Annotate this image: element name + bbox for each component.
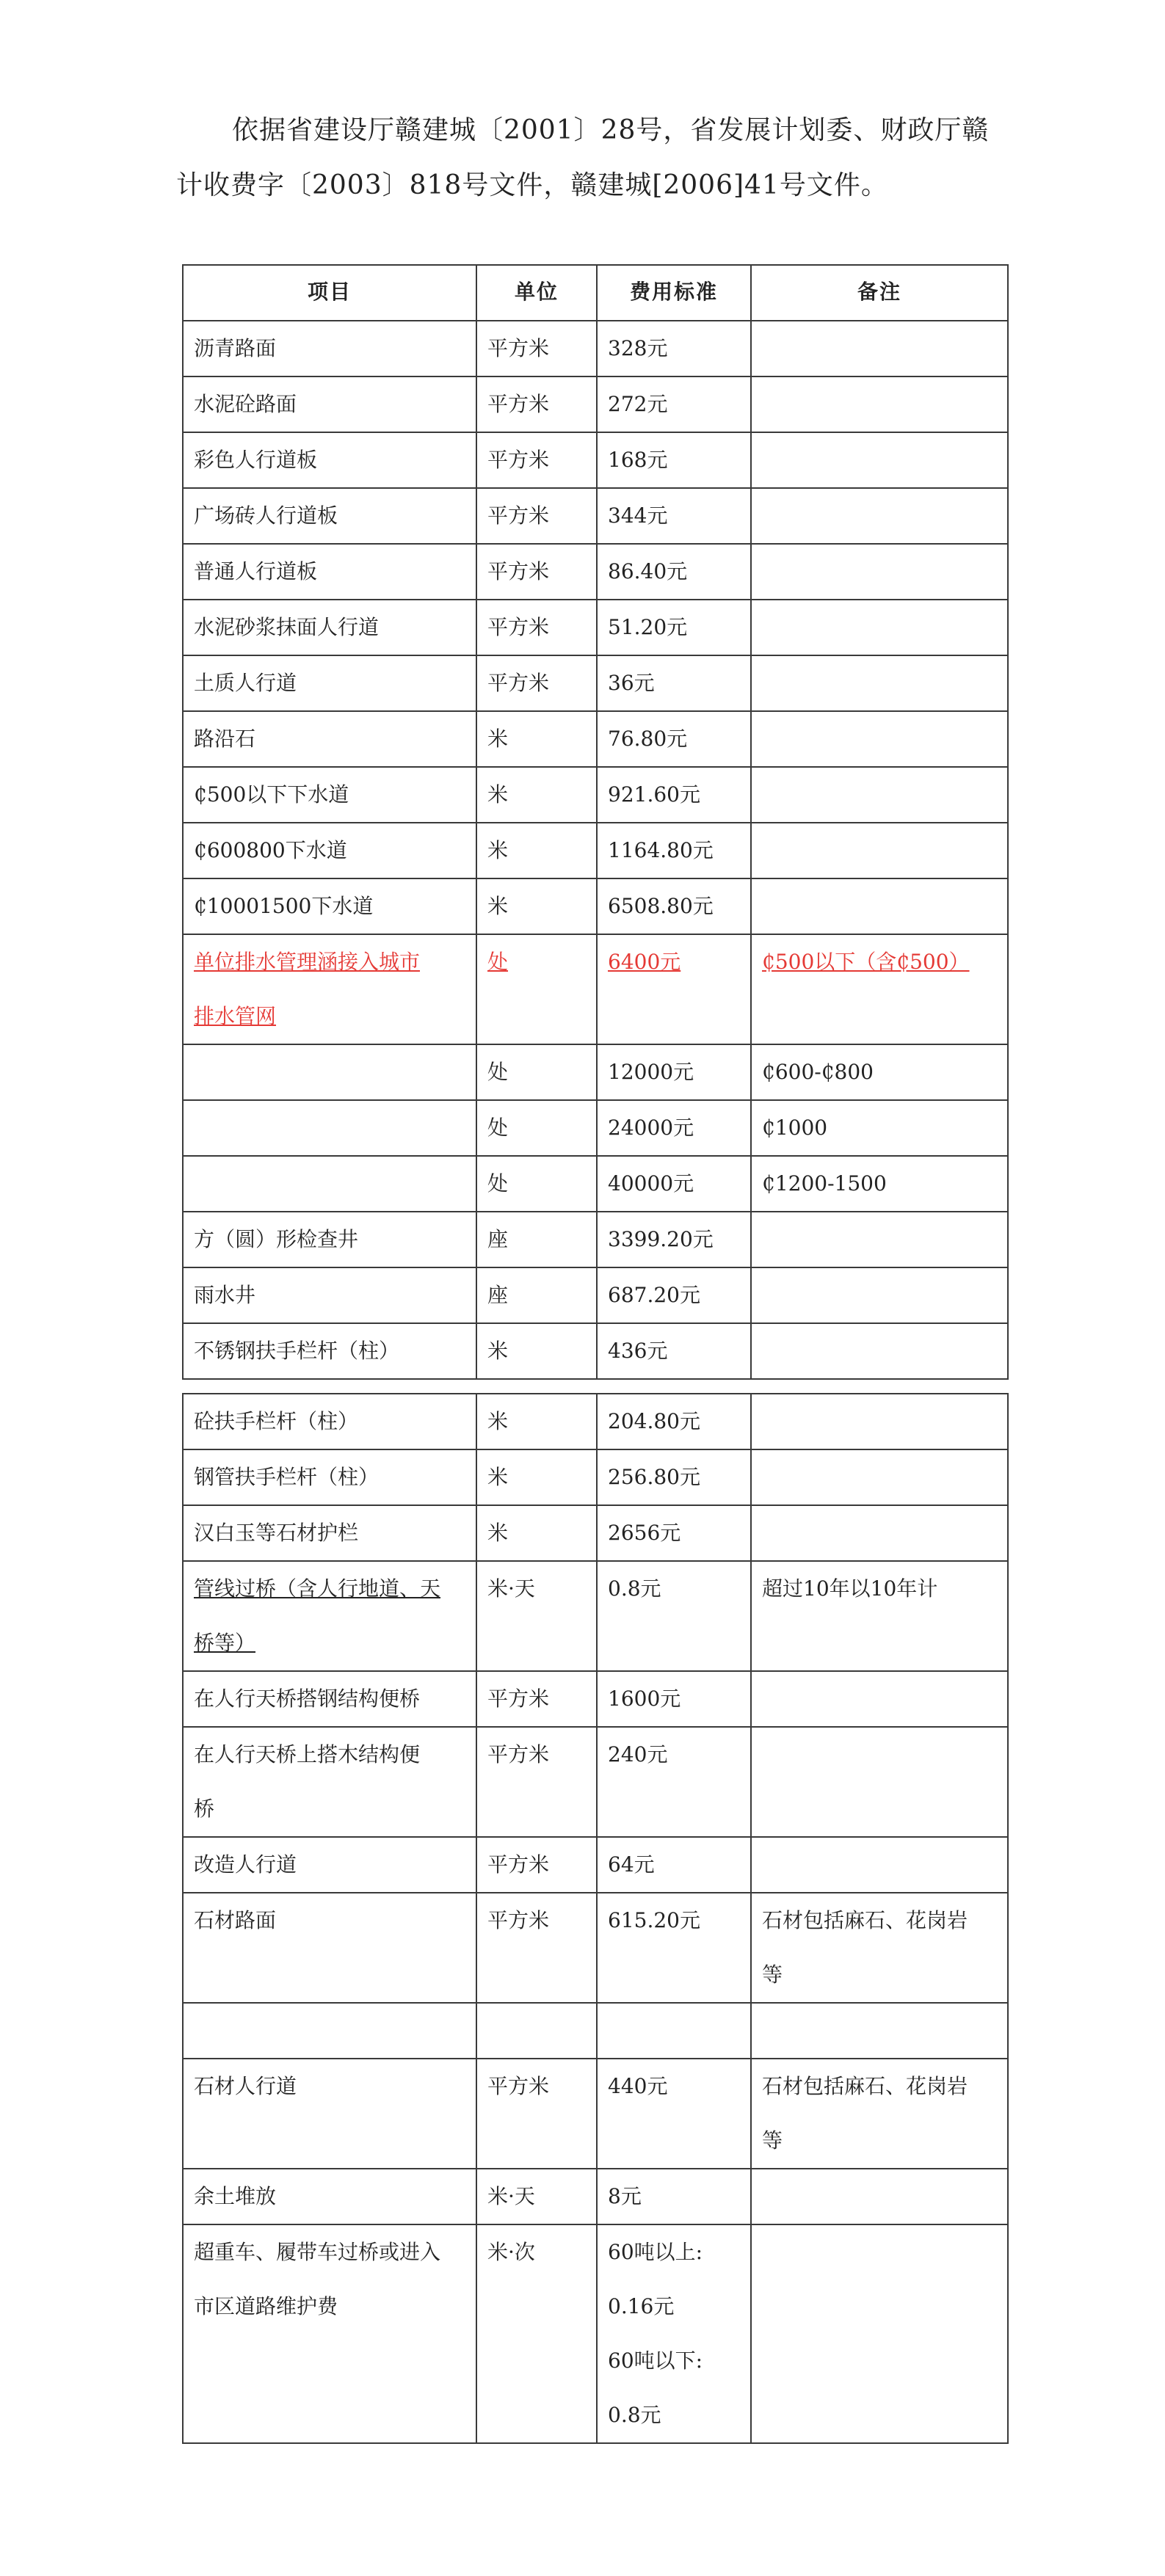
table-row-stone-road (183, 1893, 1008, 2003)
table-row (183, 544, 1008, 600)
cell-unit: 米 (476, 1505, 597, 1561)
cell-fee: 36元 (597, 655, 751, 711)
cell-unit: 平方米 (476, 1837, 597, 1893)
cell-fee: 6508.80元 (597, 878, 751, 934)
cell-fee: 64元 (597, 1837, 751, 1893)
table-row (183, 432, 1008, 488)
table-row (183, 376, 1008, 432)
cell-item: ₵10001500下水道 (183, 878, 476, 934)
cell-note (751, 767, 1008, 823)
cell-item: ₵600800下水道 (183, 823, 476, 878)
cell-fee: 328元 (597, 321, 751, 376)
cell-unit: 处 (476, 1100, 597, 1156)
cell-unit: 平方米 (476, 376, 597, 432)
table-row (183, 1837, 1008, 1893)
cell-unit: 平方米 (476, 544, 597, 600)
cell-note (751, 1323, 1008, 1379)
table-row (183, 823, 1008, 878)
cell-item-line: 超重车、履带车过桥或进入 (194, 2240, 441, 2264)
cell-unit: 米 (476, 878, 597, 934)
table-row (183, 767, 1008, 823)
cell-unit: 米 (476, 1449, 597, 1505)
cell-fee: 3399.20元 (597, 1212, 751, 1267)
cell-note (751, 432, 1008, 488)
cell-note (751, 1449, 1008, 1505)
cell-unit: 米 (476, 767, 597, 823)
header-item: 项目 (183, 265, 476, 321)
cell-note: ₵1000 (751, 1100, 1008, 1156)
cell-fee: 0.8元 (597, 1561, 751, 1671)
cell-item-line: 单位排水管理涵接入城市 (194, 950, 421, 974)
table-row-drainage-connection (183, 934, 1008, 1044)
cell-item (183, 1156, 476, 1212)
cell-unit: 米 (476, 1394, 597, 1449)
cell-note (751, 1837, 1008, 1893)
fee-table-1 (182, 264, 1009, 1380)
cell-unit: 平方米 (476, 1671, 597, 1727)
cell-item (183, 1100, 476, 1156)
cell-item: 水泥砂浆抹面人行道 (183, 600, 476, 655)
cell-fee (597, 2003, 751, 2059)
cell-fee: 436元 (597, 1323, 751, 1379)
cell-note-line: 等 (762, 1962, 783, 1987)
cell-note (751, 2224, 1008, 2443)
cell-item: 钢管扶手栏杆（柱） (183, 1449, 476, 1505)
cell-unit: 平方米 (476, 655, 597, 711)
cell-item: 石材人行道 (183, 2059, 476, 2169)
cell-unit (476, 934, 597, 1044)
table-row (183, 1156, 1008, 1212)
cell-item-line: 在人行天桥上搭木结构便 (194, 1742, 421, 1767)
cell-item-line: 桥 (194, 1797, 215, 1821)
cell-fee-line: 0.16元 (608, 2294, 675, 2318)
cell-fee-text: 6400元 (608, 950, 681, 974)
cell-item: 不锈钢扶手栏杆（柱） (183, 1323, 476, 1379)
cell-item (183, 1044, 476, 1100)
cell-fee: 1164.80元 (597, 823, 751, 878)
table-row (183, 1449, 1008, 1505)
cell-note (751, 655, 1008, 711)
table-row (183, 2169, 1008, 2224)
header-fee: 费用标准 (597, 265, 751, 321)
cell-unit: 平方米 (476, 2059, 597, 2169)
cell-unit-text: 处 (487, 950, 509, 974)
table-row (183, 1671, 1008, 1727)
cell-item-line: 排水管网 (194, 1004, 277, 1028)
cell-item: 彩色人行道板 (183, 432, 476, 488)
cell-fee: 272元 (597, 376, 751, 432)
cell-item: 石材路面 (183, 1893, 476, 2003)
cell-note (751, 1212, 1008, 1267)
cell-fee (597, 934, 751, 1044)
cell-unit: 处 (476, 1156, 597, 1212)
table-row-stone-walk (183, 2059, 1008, 2169)
table-row-wood-bridge (183, 1727, 1008, 1837)
cell-note-line: 等 (762, 2128, 783, 2153)
cell-unit: 座 (476, 1267, 597, 1323)
table-row (183, 878, 1008, 934)
cell-fee: 256.80元 (597, 1449, 751, 1505)
cell-note (751, 1893, 1008, 2003)
table-row (183, 655, 1008, 711)
table-row (183, 1267, 1008, 1323)
cell-item: 在人行天桥搭钢结构便桥 (183, 1671, 476, 1727)
intro-paragraph (176, 103, 1004, 213)
cell-item: 改造人行道 (183, 1837, 476, 1893)
cell-item: ₵500以下下水道 (183, 767, 476, 823)
cell-fee: 2656元 (597, 1505, 751, 1561)
cell-item (183, 1561, 476, 1671)
cell-item: 水泥砼路面 (183, 376, 476, 432)
cell-note (751, 934, 1008, 1044)
cell-fee: 24000元 (597, 1100, 751, 1156)
cell-note (751, 544, 1008, 600)
cell-item (183, 1727, 476, 1837)
cell-item: 雨水井 (183, 1267, 476, 1323)
table-row (183, 1505, 1008, 1561)
cell-fee: 1600元 (597, 1671, 751, 1727)
fee-table-2 (182, 1393, 1009, 2444)
cell-note (751, 488, 1008, 544)
cell-item: 普通人行道板 (183, 544, 476, 600)
table-row (183, 488, 1008, 544)
cell-item: 砼扶手栏杆（柱） (183, 1394, 476, 1449)
table-row (183, 1323, 1008, 1379)
cell-fee: 615.20元 (597, 1893, 751, 2003)
cell-item (183, 934, 476, 1044)
cell-unit: 平方米 (476, 432, 597, 488)
cell-fee: 204.80元 (597, 1394, 751, 1449)
cell-unit: 处 (476, 1044, 597, 1100)
cell-fee: 86.40元 (597, 544, 751, 600)
cell-unit: 米 (476, 711, 597, 767)
cell-fee: 76.80元 (597, 711, 751, 767)
cell-fee-line: 60吨以上: (608, 2240, 703, 2264)
cell-fee (597, 2224, 751, 2443)
cell-note: 超过10年以10年计 (751, 1561, 1008, 1671)
cell-item: 沥青路面 (183, 321, 476, 376)
cell-unit (476, 2003, 597, 2059)
table-row (183, 1212, 1008, 1267)
cell-note (751, 376, 1008, 432)
cell-note (751, 321, 1008, 376)
cell-unit: 座 (476, 1212, 597, 1267)
cell-note (751, 1394, 1008, 1449)
cell-note (751, 878, 1008, 934)
cell-fee: 40000元 (597, 1156, 751, 1212)
cell-fee: 344元 (597, 488, 751, 544)
cell-note-line: 石材包括麻石、花岗岩 (762, 2074, 968, 2098)
table-row-empty (183, 2003, 1008, 2059)
table-row (183, 321, 1008, 376)
cell-item: 广场砖人行道板 (183, 488, 476, 544)
cell-fee-line: 0.8元 (608, 2403, 661, 2427)
cell-fee: 8元 (597, 2169, 751, 2224)
cell-note (751, 1727, 1008, 1837)
cell-item (183, 2003, 476, 2059)
cell-note (751, 1505, 1008, 1561)
cell-unit: 米·次 (476, 2224, 597, 2443)
cell-note-text: ₵500以下（含₵500） (762, 950, 970, 974)
cell-unit: 米·天 (476, 1561, 597, 1671)
cell-unit: 平方米 (476, 321, 597, 376)
cell-fee: 687.20元 (597, 1267, 751, 1323)
cell-item-line: 管线过桥（含人行地道、天 (194, 1576, 441, 1601)
cell-item-line: 市区道路维护费 (194, 2294, 338, 2318)
cell-fee: 168元 (597, 432, 751, 488)
cell-fee: 51.20元 (597, 600, 751, 655)
cell-note: ₵600-₵800 (751, 1044, 1008, 1100)
table-row (183, 1394, 1008, 1449)
table-row (183, 600, 1008, 655)
cell-item (183, 2224, 476, 2443)
cell-note (751, 1671, 1008, 1727)
cell-unit: 平方米 (476, 1727, 597, 1837)
cell-note-line: 石材包括麻石、花岗岩 (762, 1908, 968, 1932)
cell-note (751, 823, 1008, 878)
header-note: 备注 (751, 265, 1008, 321)
table-row (183, 1100, 1008, 1156)
cell-note (751, 2169, 1008, 2224)
cell-note (751, 1267, 1008, 1323)
intro-text: 依据省建设厅赣建城〔2001〕28号，省发展计划委、财政厅赣计收费字〔2003〕818号文件，赣建城[2006]41号文件。 (176, 115, 990, 200)
cell-unit: 平方米 (476, 488, 597, 544)
cell-unit: 平方米 (476, 1893, 597, 2003)
cell-note (751, 600, 1008, 655)
cell-item: 汉白玉等石材护栏 (183, 1505, 476, 1561)
cell-item: 路沿石 (183, 711, 476, 767)
table-row (183, 1044, 1008, 1100)
cell-unit: 米 (476, 1323, 597, 1379)
header-unit: 单位 (476, 265, 597, 321)
cell-fee: 240元 (597, 1727, 751, 1837)
cell-unit: 平方米 (476, 600, 597, 655)
cell-fee: 12000元 (597, 1044, 751, 1100)
table-row (183, 711, 1008, 767)
cell-note (751, 2059, 1008, 2169)
cell-note (751, 2003, 1008, 2059)
cell-fee: 440元 (597, 2059, 751, 2169)
cell-note: ₵1200-1500 (751, 1156, 1008, 1212)
cell-item: 余土堆放 (183, 2169, 476, 2224)
cell-unit: 米 (476, 823, 597, 878)
cell-fee-line: 60吨以下: (608, 2348, 703, 2373)
cell-item: 方（圆）形检查井 (183, 1212, 476, 1267)
cell-fee: 921.60元 (597, 767, 751, 823)
cell-note (751, 711, 1008, 767)
cell-item: 土质人行道 (183, 655, 476, 711)
table-row-pipeline-bridge (183, 1561, 1008, 1671)
cell-item-line: 桥等） (194, 1631, 256, 1655)
table-header-row (183, 265, 1008, 321)
table-row-heavy-vehicle (183, 2224, 1008, 2443)
cell-unit: 米·天 (476, 2169, 597, 2224)
